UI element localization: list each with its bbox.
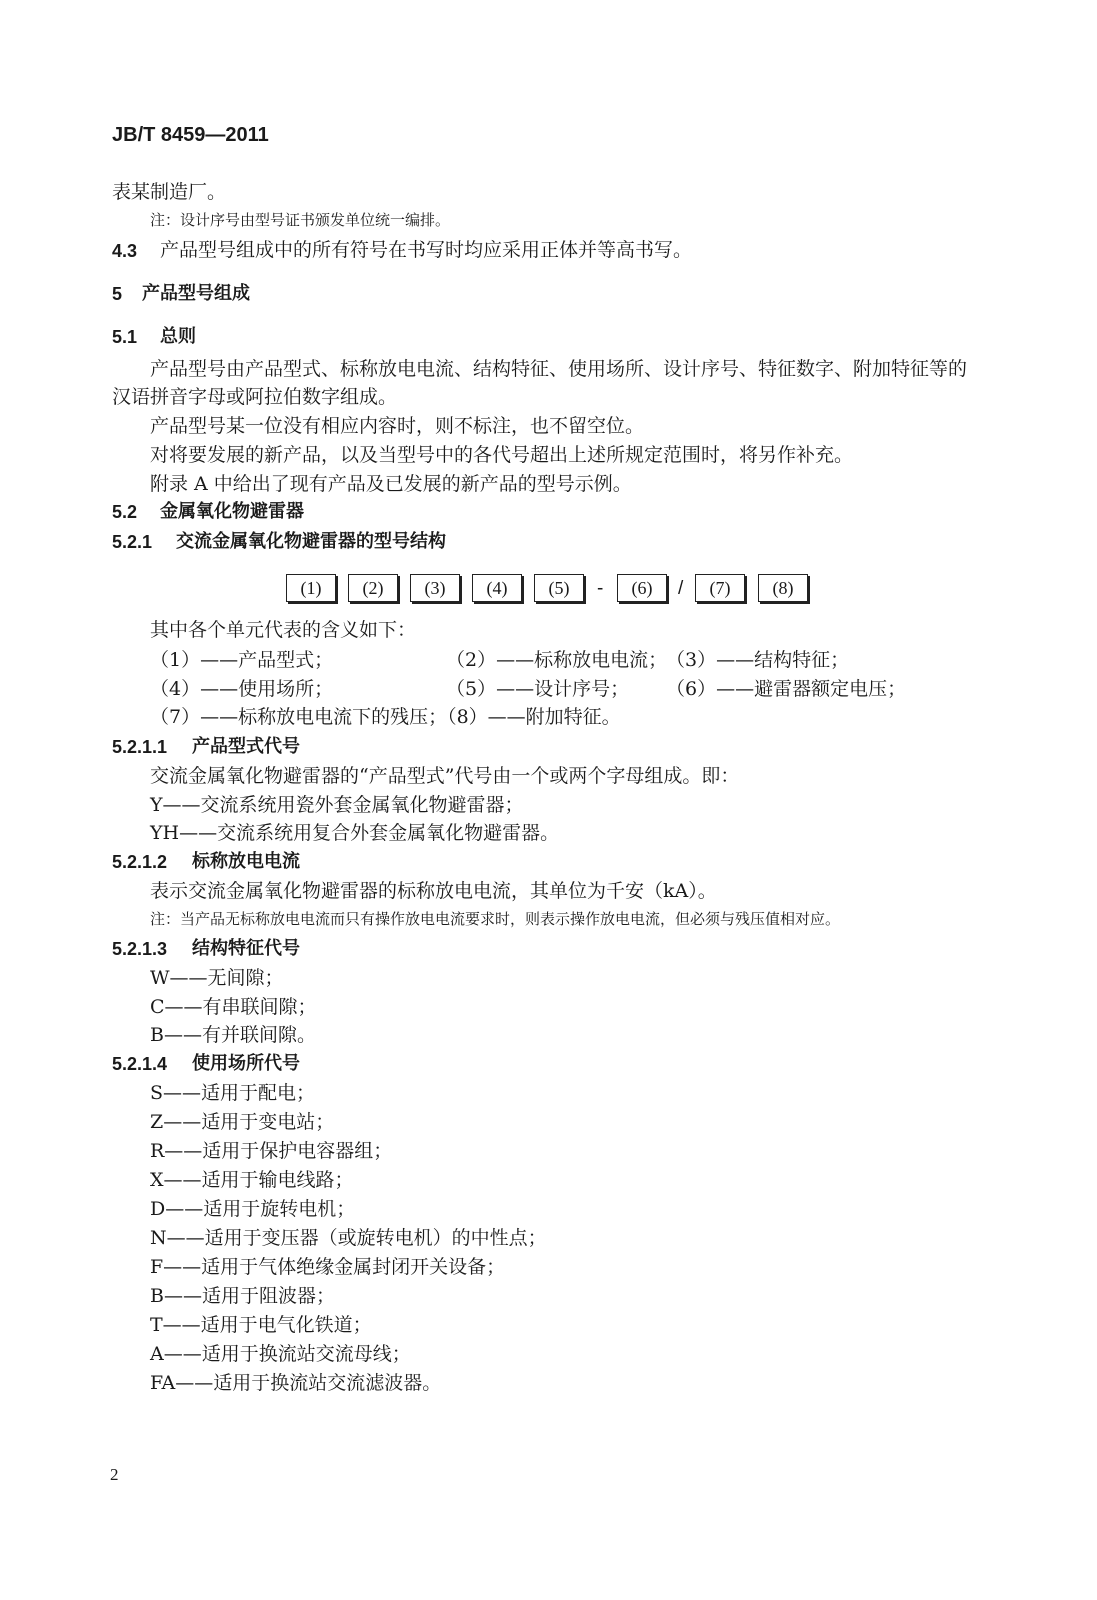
standard-number: JB/T 8459—2011 xyxy=(112,124,269,146)
model-box-1: (1) xyxy=(286,574,336,602)
section-5-1-title: 总则 xyxy=(160,326,196,347)
units-intro: 其中各个单元代表的含义如下： xyxy=(150,619,417,641)
general-paragraph-4: 附录 A 中给出了现有产品及已发展的新产品的型号示例。 xyxy=(150,473,632,495)
continued-text: 表某制造厂。 xyxy=(112,181,227,203)
section-5-2-1-3-title: 结构特征代号 xyxy=(192,938,300,959)
section-5-2-number: 5.2 xyxy=(112,502,138,522)
section-5-2-1-3-number: 5.2.1.3 xyxy=(112,939,168,959)
general-paragraph-line-2: 汉语拼音字母或阿拉伯数字组成。 xyxy=(112,386,398,408)
usage-a: A——适用于换流站交流母线； xyxy=(150,1343,411,1365)
product-type-text: 交流金属氧化物避雷器的“产品型式”代号由一个或两个字母组成。即： xyxy=(150,765,740,787)
structure-c: C——有串联间隙； xyxy=(150,996,317,1018)
section-5-2-1-4-title: 使用场所代号 xyxy=(192,1053,300,1074)
usage-fa: FA——适用于换流站交流滤波器。 xyxy=(150,1372,442,1394)
discharge-current-note: 注：当产品无标称放电电流而只有操作放电电流要求时，则表示操作放电电流，但必须与残压值相对应。 xyxy=(150,910,841,928)
section-5-2-1-2-number: 5.2.1.2 xyxy=(112,852,168,872)
usage-n: N——适用于变压器（或旋转电机）的中性点； xyxy=(150,1227,547,1249)
note-design-serial: 注：设计序号由型号证书颁发单位统一编排。 xyxy=(150,211,451,229)
section-5-title: 产品型号组成 xyxy=(142,283,250,304)
clause-4-3-text: 产品型号组成中的所有符号在书写时均应采用正体并等高书写。 xyxy=(160,239,693,261)
usage-d: D——适用于旋转电机； xyxy=(150,1198,356,1220)
usage-s: S——适用于配电； xyxy=(150,1082,316,1104)
unit-5: （5）——设计序号； xyxy=(446,678,630,700)
model-box-8: (8) xyxy=(758,574,808,602)
model-dash: - xyxy=(597,578,604,599)
usage-z: Z——适用于变电站； xyxy=(150,1111,335,1133)
unit-1: （1）——产品型式； xyxy=(150,649,334,671)
page-number: 2 xyxy=(110,1465,119,1484)
usage-x: X——适用于输电线路； xyxy=(150,1169,354,1191)
model-box-5: (5) xyxy=(534,574,584,602)
unit-3: （3）——结构特征； xyxy=(666,649,850,671)
general-paragraph-line-1: 产品型号由产品型式、标称放电电流、结构特征、使用场所、设计序号、特征数字、附加特征等的 xyxy=(150,358,968,380)
usage-f: F——适用于气体绝缘金属封闭开关设备； xyxy=(150,1256,506,1278)
section-5-2-title: 金属氧化物避雷器 xyxy=(160,501,304,522)
section-5-2-1-title: 交流金属氧化物避雷器的型号结构 xyxy=(176,531,446,552)
product-type-yh: YH——交流系统用复合外套金属氧化物避雷器。 xyxy=(150,822,560,844)
usage-t: T——适用于电气化铁道； xyxy=(150,1314,372,1336)
model-box-7: (7) xyxy=(695,574,745,602)
structure-w: W——无间隙； xyxy=(150,967,284,989)
section-5-2-1-2-title: 标称放电电流 xyxy=(192,851,300,872)
model-box-2: (2) xyxy=(348,574,398,602)
unit-4: （4）——使用场所； xyxy=(150,678,334,700)
model-box-6: (6) xyxy=(617,574,667,602)
general-paragraph-3: 对将要发展的新产品，以及当型号中的各代号超出上述所规定范围时，将另作补充。 xyxy=(150,444,854,466)
model-slash: / xyxy=(678,578,684,599)
section-5-2-1-1-title: 产品型式代号 xyxy=(192,736,300,757)
section-5-2-1-1-number: 5.2.1.1 xyxy=(112,737,168,757)
discharge-current-text: 表示交流金属氧化物避雷器的标称放电电流，其单位为千安（kA）。 xyxy=(150,880,717,902)
section-5-number: 5 xyxy=(112,284,123,304)
general-paragraph-2: 产品型号某一位没有相应内容时，则不标注，也不留空位。 xyxy=(150,415,645,437)
usage-r: R——适用于保护电容器组； xyxy=(150,1140,393,1162)
unit-7-8: （7）——标称放电电流下的残压；（8）——附加特征。 xyxy=(150,706,621,728)
section-5-2-1-number: 5.2.1 xyxy=(112,532,153,552)
model-box-3: (3) xyxy=(410,574,460,602)
product-type-y: Y——交流系统用瓷外套金属氧化物避雷器； xyxy=(150,794,524,816)
clause-4-3-number: 4.3 xyxy=(112,241,138,261)
unit-2: （2）——标称放电电流； xyxy=(446,649,668,671)
unit-6: （6）——避雷器额定电压； xyxy=(666,678,907,700)
section-5-2-1-4-number: 5.2.1.4 xyxy=(112,1054,168,1074)
model-box-4: (4) xyxy=(472,574,522,602)
structure-b: B——有并联间隙。 xyxy=(150,1024,316,1046)
section-5-1-number: 5.1 xyxy=(112,327,138,347)
usage-b: B——适用于阻波器； xyxy=(150,1285,335,1307)
